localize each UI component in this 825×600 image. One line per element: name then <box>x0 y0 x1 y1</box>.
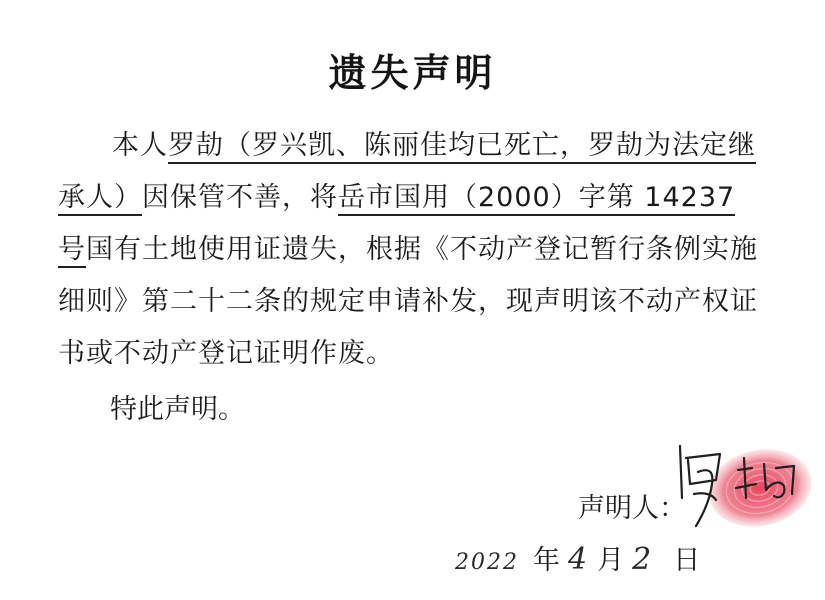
date-year-handwritten: 2022 <box>455 550 519 575</box>
paragraph-text-middle: 因保管不善，将 <box>142 182 338 213</box>
certificate-number-underlined: 岳市国用（2000）字第 14237号 <box>58 182 735 268</box>
date-day-unit: 日 <box>673 545 701 576</box>
heir-statement-underlined: 罗劼（罗兴凯、陈丽佳均已死亡，罗劼为法定继承人） <box>58 130 756 216</box>
declaration-paragraph <box>58 120 758 380</box>
date-line <box>455 538 700 577</box>
closing-statement: 特此声明。 <box>110 394 245 425</box>
document-title: 遗失声明 <box>328 51 497 95</box>
date-month-unit: 月 <box>597 545 625 576</box>
paragraph-text-start: 本人 <box>112 130 168 161</box>
signature-with-fingerprint-image <box>668 428 818 538</box>
date-month-handwritten: 4 <box>568 542 590 577</box>
signer-label: 声明人： <box>578 493 686 524</box>
date-year-unit: 年 <box>533 545 560 576</box>
paragraph-text-end: 国有土地使用证遗失，根据《不动产登记暂行条例实施细则》第二十二条的规定申请补发，现声明该不动产权证书或不动产登记证明作废。 <box>58 234 758 369</box>
handwritten-signature <box>668 428 818 538</box>
date-day-handwritten: 2 <box>632 542 654 577</box>
declaration-body <box>58 120 758 380</box>
